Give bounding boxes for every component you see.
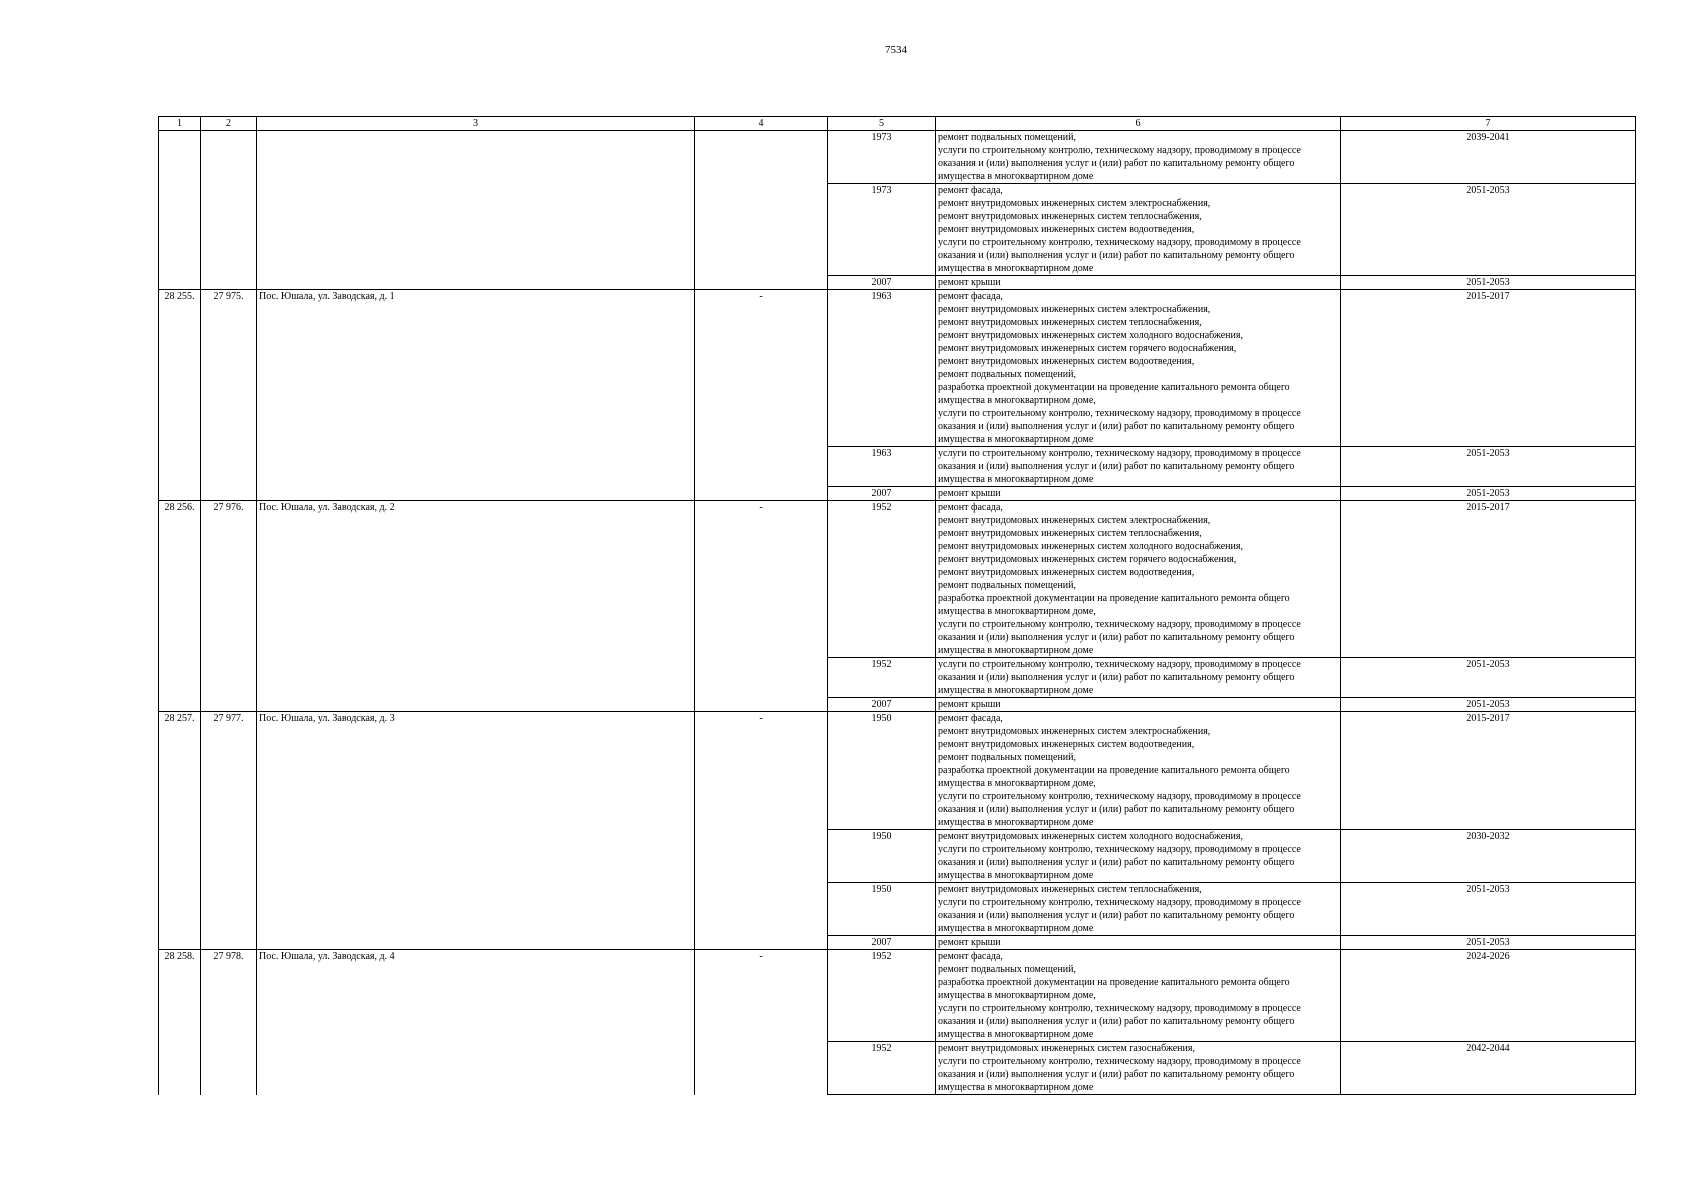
column-number: 6: [936, 117, 1341, 131]
record-number: [159, 830, 201, 883]
repair-period: 2024-2026: [1341, 950, 1636, 1042]
repair-work-line: имущества в многоквартирном доме: [938, 474, 1094, 485]
record-number: 28 257.: [159, 712, 201, 830]
table-row: [159, 698, 1636, 712]
column-4-value: [695, 447, 828, 487]
repair-period: 2051-2053: [1341, 883, 1636, 936]
table-row: [159, 447, 1636, 487]
repair-work-line: услуги по строительному контролю, техническому надзору, проводимому в процессе: [938, 448, 1301, 459]
record-number: 28 258.: [159, 950, 201, 1042]
repair-work-line: ремонт внутридомовых инженерных систем холодного водоснабжения,: [938, 330, 1243, 341]
house-address: [257, 487, 695, 501]
repair-work-line: ремонт внутридомовых инженерных систем водоотведения,: [938, 567, 1195, 578]
house-number: [201, 447, 257, 487]
repair-work-line: ремонт подвальных помещений,: [938, 580, 1076, 591]
repair-works: [936, 936, 1341, 950]
repair-works: [936, 712, 1341, 830]
record-number: [159, 131, 201, 184]
table-body: [159, 117, 1636, 1095]
repair-work-line: оказания и (или) выполнения услуг и (или) работ по капитальному ремонту общего: [938, 804, 1295, 815]
repair-work-line: услуги по строительному контролю, техническому надзору, проводимому в процессе: [938, 659, 1301, 670]
column-number: 2: [201, 117, 257, 131]
repair-work-line: услуги по строительному контролю, техническому надзору, проводимому в процессе: [938, 897, 1301, 908]
repair-works: [936, 487, 1341, 501]
house-address: [257, 276, 695, 290]
column-4-value: -: [695, 290, 828, 447]
house-number: 27 977.: [201, 712, 257, 830]
repair-work-line: имущества в многоквартирном доме: [938, 1082, 1094, 1093]
repair-works: [936, 830, 1341, 883]
repair-work-line: услуги по строительному контролю, техническому надзору, проводимому в процессе: [938, 237, 1301, 248]
repair-period: 2051-2053: [1341, 658, 1636, 698]
page-number: 7534: [885, 44, 907, 56]
column-4-value: [695, 698, 828, 712]
house-number: 27 976.: [201, 501, 257, 658]
house-address: Пос. Юшала, ул. Заводская, д. 2: [257, 501, 695, 658]
house-number: [201, 487, 257, 501]
repair-work-line: оказания и (или) выполнения услуг и (или) работ по капитальному ремонту общего: [938, 461, 1295, 472]
table-row: [159, 950, 1636, 1042]
repair-work-line: ремонт фасада,: [938, 291, 1003, 302]
column-number: 5: [828, 117, 936, 131]
house-address: [257, 658, 695, 698]
build-year: 1950: [828, 883, 936, 936]
repair-work-line: ремонт внутридомовых инженерных систем газоснабжения,: [938, 1043, 1195, 1054]
repair-work-line: услуги по строительному контролю, техническому надзору, проводимому в процессе: [938, 791, 1301, 802]
repair-period: 2030-2032: [1341, 830, 1636, 883]
record-number: 28 256.: [159, 501, 201, 658]
repair-work-line: ремонт внутридомовых инженерных систем водоотведения,: [938, 739, 1195, 750]
repair-work-line: имущества в многоквартирном доме: [938, 645, 1094, 656]
table-row: [159, 276, 1636, 290]
repair-work-line: ремонт внутридомовых инженерных систем водоотведения,: [938, 356, 1195, 367]
repair-work-line: разработка проектной документации на проведение капитального ремонта общего: [938, 977, 1290, 988]
repair-works: [936, 883, 1341, 936]
table-row: [159, 501, 1636, 658]
repair-works: [936, 447, 1341, 487]
repair-work-line: имущества в многоквартирном доме: [938, 1029, 1094, 1040]
build-year: 2007: [828, 698, 936, 712]
house-number: [201, 131, 257, 184]
record-number: [159, 276, 201, 290]
house-number: [201, 698, 257, 712]
record-number: [159, 698, 201, 712]
build-year: 1963: [828, 447, 936, 487]
repair-works: [936, 698, 1341, 712]
repair-work-line: услуги по строительному контролю, техническому надзору, проводимому в процессе: [938, 145, 1301, 156]
build-year: 1963: [828, 290, 936, 447]
house-address: [257, 830, 695, 883]
repair-works: [936, 276, 1341, 290]
repair-work-line: оказания и (или) выполнения услуг и (или) работ по капитальному ремонту общего: [938, 421, 1295, 432]
repair-work-line: ремонт фасада,: [938, 502, 1003, 513]
column-4-value: [695, 883, 828, 936]
build-year: 1952: [828, 1042, 936, 1095]
table-row: [159, 830, 1636, 883]
repair-period: 2042-2044: [1341, 1042, 1636, 1095]
build-year: 2007: [828, 276, 936, 290]
repair-work-line: ремонт внутридомовых инженерных систем горячего водоснабжения,: [938, 554, 1237, 565]
repair-work-line: услуги по строительному контролю, техническому надзору, проводимому в процессе: [938, 1056, 1301, 1067]
repair-work-line: оказания и (или) выполнения услуг и (или) работ по капитальному ремонту общего: [938, 632, 1295, 643]
record-number: [159, 936, 201, 950]
house-address: Пос. Юшала, ул. Заводская, д. 1: [257, 290, 695, 447]
repair-work-line: оказания и (или) выполнения услуг и (или) работ по капитальному ремонту общего: [938, 1016, 1295, 1027]
repair-work-line: имущества в многоквартирном доме: [938, 923, 1094, 934]
repair-period: 2051-2053: [1341, 276, 1636, 290]
repair-works: [936, 131, 1341, 184]
repair-work-line: ремонт внутридомовых инженерных систем электроснабжения,: [938, 515, 1211, 526]
column-number: 3: [257, 117, 695, 131]
build-year: 1952: [828, 658, 936, 698]
repair-works: [936, 290, 1341, 447]
repair-period: 2051-2053: [1341, 447, 1636, 487]
repair-period: 2039-2041: [1341, 131, 1636, 184]
repair-work-line: ремонт внутридомовых инженерных систем электроснабжения,: [938, 198, 1211, 209]
repair-work-line: ремонт внутридомовых инженерных систем горячего водоснабжения,: [938, 343, 1237, 354]
repair-period: 2051-2053: [1341, 487, 1636, 501]
repair-work-line: ремонт внутридомовых инженерных систем электроснабжения,: [938, 726, 1211, 737]
record-number: [159, 184, 201, 276]
repair-work-line: имущества в многоквартирном доме,: [938, 990, 1096, 1001]
record-number: [159, 658, 201, 698]
repair-work-line: ремонт внутридомовых инженерных систем теплоснабжения,: [938, 884, 1202, 895]
repair-work-line: ремонт крыши: [938, 699, 1001, 710]
house-address: [257, 447, 695, 487]
repair-work-line: имущества в многоквартирном доме: [938, 870, 1094, 881]
house-number: [201, 1042, 257, 1095]
repair-work-line: имущества в многоквартирном доме: [938, 434, 1094, 445]
repair-work-line: ремонт внутридомовых инженерных систем холодного водоснабжения,: [938, 541, 1243, 552]
table-row: [159, 936, 1636, 950]
column-4-value: [695, 830, 828, 883]
record-number: [159, 1042, 201, 1095]
repair-work-line: услуги по строительному контролю, техническому надзору, проводимому в процессе: [938, 1003, 1301, 1014]
house-address: [257, 883, 695, 936]
table-row: [159, 290, 1636, 447]
repair-work-line: ремонт подвальных помещений,: [938, 752, 1076, 763]
column-4-value: [695, 487, 828, 501]
build-year: 1952: [828, 501, 936, 658]
column-4-value: [695, 1042, 828, 1095]
repair-work-line: ремонт крыши: [938, 277, 1001, 288]
column-number: 1: [159, 117, 201, 131]
repair-works: [936, 950, 1341, 1042]
column-4-value: [695, 936, 828, 950]
repair-works: [936, 184, 1341, 276]
house-number: [201, 883, 257, 936]
house-number: 27 978.: [201, 950, 257, 1042]
repair-work-line: ремонт крыши: [938, 937, 1001, 948]
repair-work-line: ремонт подвальных помещений,: [938, 964, 1076, 975]
build-year: 1950: [828, 712, 936, 830]
repair-period: 2015-2017: [1341, 290, 1636, 447]
column-4-value: [695, 131, 828, 184]
repair-period: 2051-2053: [1341, 184, 1636, 276]
repair-work-line: имущества в многоквартирном доме: [938, 263, 1094, 274]
repair-work-line: услуги по строительному контролю, техническому надзору, проводимому в процессе: [938, 619, 1301, 630]
build-year: 1973: [828, 184, 936, 276]
column-4-value: [695, 658, 828, 698]
repair-work-line: ремонт внутридомовых инженерных систем водоотведения,: [938, 224, 1195, 235]
repair-works: [936, 501, 1341, 658]
repair-work-line: имущества в многоквартирном доме: [938, 685, 1094, 696]
house-number: [201, 830, 257, 883]
table-row: [159, 712, 1636, 830]
build-year: 1950: [828, 830, 936, 883]
repair-work-line: услуги по строительному контролю, техническому надзору, проводимому в процессе: [938, 408, 1301, 419]
column-4-value: -: [695, 501, 828, 658]
repair-work-line: имущества в многоквартирном доме,: [938, 606, 1096, 617]
repair-work-line: ремонт подвальных помещений,: [938, 369, 1076, 380]
table-row: [159, 487, 1636, 501]
table-row: [159, 184, 1636, 276]
house-number: [201, 184, 257, 276]
record-number: [159, 447, 201, 487]
house-address: [257, 936, 695, 950]
column-number: 4: [695, 117, 828, 131]
table-row: [159, 1042, 1636, 1095]
house-number: [201, 276, 257, 290]
repair-work-line: ремонт внутридомовых инженерных систем теплоснабжения,: [938, 317, 1202, 328]
repair-work-line: имущества в многоквартирном доме,: [938, 778, 1096, 789]
repair-works: [936, 658, 1341, 698]
repair-work-line: ремонт фасада,: [938, 713, 1003, 724]
table-row: [159, 658, 1636, 698]
repair-works: [936, 1042, 1341, 1095]
build-year: 1952: [828, 950, 936, 1042]
repair-work-line: имущества в многоквартирном доме: [938, 817, 1094, 828]
repair-work-line: ремонт крыши: [938, 488, 1001, 499]
repair-period: 2051-2053: [1341, 936, 1636, 950]
repair-period: 2015-2017: [1341, 712, 1636, 830]
column-4-value: [695, 184, 828, 276]
house-address: [257, 1042, 695, 1095]
repair-work-line: ремонт внутридомовых инженерных систем электроснабжения,: [938, 304, 1211, 315]
repair-work-line: ремонт внутридомовых инженерных систем теплоснабжения,: [938, 528, 1202, 539]
repair-work-line: разработка проектной документации на проведение капитального ремонта общего: [938, 382, 1290, 393]
repair-work-line: разработка проектной документации на проведение капитального ремонта общего: [938, 765, 1290, 776]
repair-work-line: оказания и (или) выполнения услуг и (или) работ по капитальному ремонту общего: [938, 910, 1295, 921]
repair-work-line: имущества в многоквартирном доме: [938, 171, 1094, 182]
capital-repair-table: [158, 116, 1636, 1095]
house-number: [201, 936, 257, 950]
column-4-value: -: [695, 950, 828, 1042]
repair-work-line: ремонт фасада,: [938, 951, 1003, 962]
repair-work-line: оказания и (или) выполнения услуг и (или) работ по капитальному ремонту общего: [938, 1069, 1295, 1080]
repair-work-line: ремонт внутридомовых инженерных систем теплоснабжения,: [938, 211, 1202, 222]
repair-work-line: оказания и (или) выполнения услуг и (или) работ по капитальному ремонту общего: [938, 158, 1295, 169]
column-number-row: [159, 117, 1636, 131]
column-4-value: -: [695, 712, 828, 830]
build-year: 1973: [828, 131, 936, 184]
column-number: 7: [1341, 117, 1636, 131]
record-number: [159, 487, 201, 501]
table-row: [159, 131, 1636, 184]
repair-work-line: оказания и (или) выполнения услуг и (или) работ по капитальному ремонту общего: [938, 672, 1295, 683]
record-number: 28 255.: [159, 290, 201, 447]
house-address: Пос. Юшала, ул. Заводская, д. 3: [257, 712, 695, 830]
repair-work-line: ремонт внутридомовых инженерных систем холодного водоснабжения,: [938, 831, 1243, 842]
house-address: Пос. Юшала, ул. Заводская, д. 4: [257, 950, 695, 1042]
build-year: 2007: [828, 936, 936, 950]
repair-work-line: ремонт подвальных помещений,: [938, 132, 1076, 143]
repair-work-line: разработка проектной документации на проведение капитального ремонта общего: [938, 593, 1290, 604]
house-address: [257, 184, 695, 276]
house-number: 27 975.: [201, 290, 257, 447]
build-year: 2007: [828, 487, 936, 501]
repair-work-line: оказания и (или) выполнения услуг и (или) работ по капитальному ремонту общего: [938, 250, 1295, 261]
record-number: [159, 883, 201, 936]
house-number: [201, 658, 257, 698]
repair-work-line: имущества в многоквартирном доме,: [938, 395, 1096, 406]
repair-work-line: оказания и (или) выполнения услуг и (или) работ по капитальному ремонту общего: [938, 857, 1295, 868]
house-address: [257, 698, 695, 712]
repair-work-line: ремонт фасада,: [938, 185, 1003, 196]
repair-work-line: услуги по строительному контролю, техническому надзору, проводимому в процессе: [938, 844, 1301, 855]
column-4-value: [695, 276, 828, 290]
table-row: [159, 883, 1636, 936]
repair-period: 2015-2017: [1341, 501, 1636, 658]
repair-period: 2051-2053: [1341, 698, 1636, 712]
house-address: [257, 131, 695, 184]
